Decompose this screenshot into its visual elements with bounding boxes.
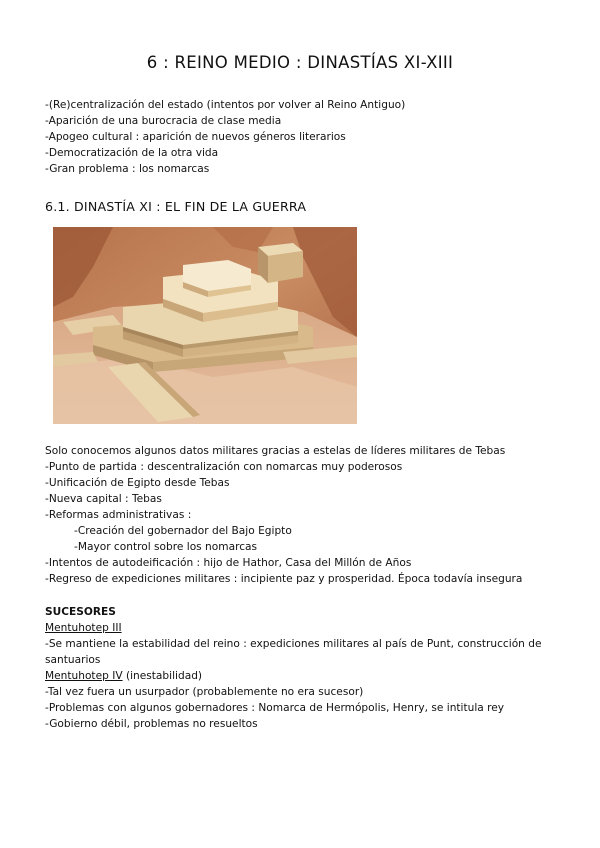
temple-illustration: [53, 227, 357, 424]
section-heading: 6.1. DINASTÍA XI : EL FIN DE LA GUERRA: [45, 199, 307, 214]
body-line: -Unificación de Egipto desde Tebas: [45, 477, 230, 489]
intro-item: -(Re)centralización del estado (intentos por volver al Reino Antiguo): [45, 99, 406, 111]
intro-item: -Aparición de una burocracia de clase media: [45, 115, 282, 127]
king-note: (inestabilidad): [122, 670, 203, 682]
body-line: -Tal vez fuera un usurpador (probablemente no era sucesor): [45, 686, 364, 698]
body-subline: -Mayor control sobre los nomarcas: [74, 541, 258, 553]
body-line: -Intentos de autodeificación : hijo de Hathor, Casa del Millón de Años: [45, 557, 412, 569]
page-title: 6 : REINO MEDIO : DINASTÍAS XI-XIII: [146, 53, 454, 72]
body-line: Solo conocemos algunos datos militares gracias a estelas de líderes militares de Tebas: [45, 445, 506, 457]
successors-heading: SUCESORES: [45, 606, 116, 618]
intro-item: -Apogeo cultural : aparición de nuevos géneros literarios: [45, 131, 346, 143]
body-line: -Reformas administrativas :: [45, 509, 192, 521]
successors-section: [45, 604, 542, 732]
king-name: Mentuhotep IV: [45, 670, 123, 682]
king-name: Mentuhotep III: [45, 622, 122, 634]
intro-list: [45, 97, 405, 177]
body-line: -Gobierno débil, problemas no resueltos: [45, 718, 258, 730]
king-line: [45, 668, 542, 684]
body-line: santuarios: [45, 654, 101, 666]
body-line: -Punto de partida : descentralización con nomarcas muy poderosos: [45, 461, 403, 473]
body-subline: -Creación del gobernador del Bajo Egipto: [74, 525, 292, 537]
body-line: -Regreso de expediciones militares : incipiente paz y prosperidad. Época todavía insegura: [45, 573, 523, 585]
body-line: -Se mantiene la estabilidad del reino : expediciones militares al país de Punt, construcción de: [45, 638, 542, 650]
body-line: -Nueva capital : Tebas: [45, 493, 162, 505]
body-line: -Problemas con algunos gobernadores : Nomarca de Hermópolis, Henry, se intitula rey: [45, 702, 505, 714]
intro-item: -Democratización de la otra vida: [45, 147, 219, 159]
intro-item: -Gran problema : los nomarcas: [45, 163, 210, 175]
body-list: [45, 443, 522, 587]
